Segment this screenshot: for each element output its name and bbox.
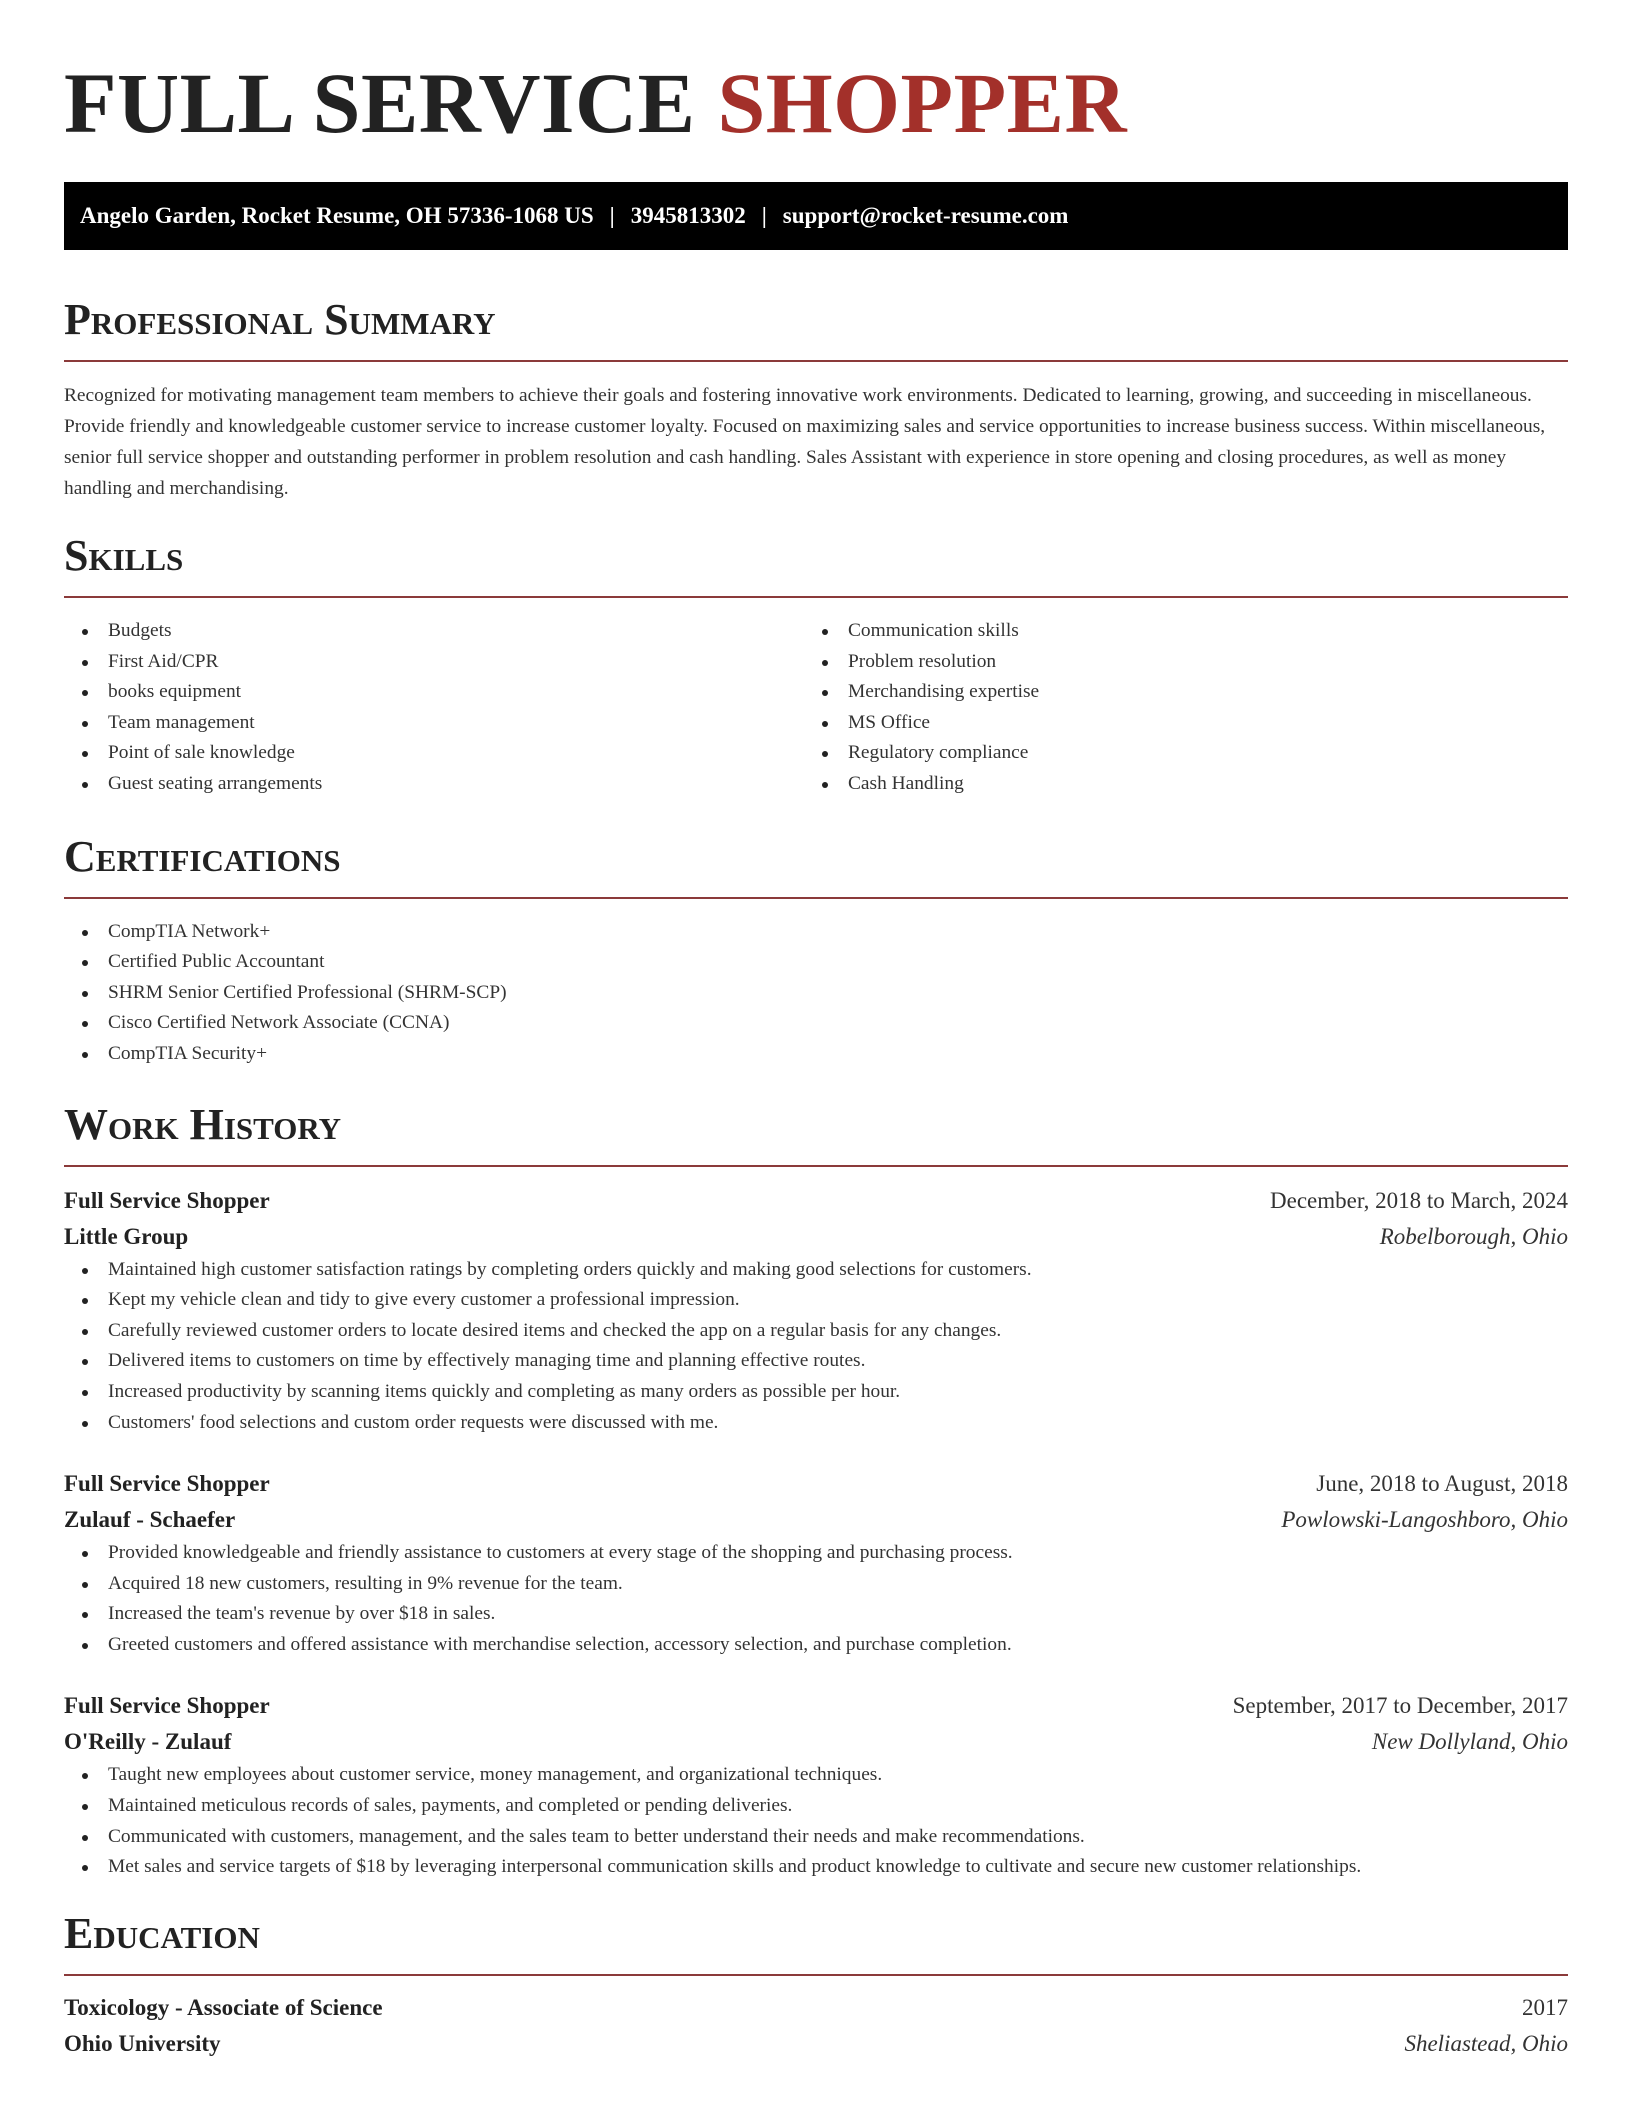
- title-accent: SHOPPER: [717, 55, 1128, 151]
- job-subheader: [64, 1502, 1568, 1538]
- contact-phone: 3945813302: [630, 203, 746, 228]
- job-title: Full Service Shopper: [64, 1187, 270, 1213]
- job-bullet: Met sales and service targets of $18 by leveraging interpersonal communication skills and product knowledge to cultivate and secure new customer relationships.: [64, 1852, 1568, 1883]
- job-entry: [64, 1183, 1568, 1439]
- skills-section: [64, 531, 1568, 800]
- job-title: Full Service Shopper: [64, 1471, 270, 1497]
- job-bullet: Kept my vehicle clean and tidy to give every customer a professional impression.: [64, 1285, 1568, 1316]
- job-bullet: Maintained high customer satisfaction ratings by completing orders quickly and making good selections for customers.: [64, 1255, 1568, 1286]
- skill-item: Communication skills: [804, 616, 1544, 647]
- job-location: New Dollyland, Ohio: [1371, 1729, 1568, 1755]
- section-title-education: Education: [64, 1908, 260, 1958]
- job-entry: [64, 1466, 1568, 1660]
- job-bullet: Customers' food selections and custom order requests were discussed with me.: [64, 1408, 1568, 1439]
- work-history-section: [64, 1100, 1568, 1883]
- education-year: 2017: [1522, 1994, 1568, 2020]
- section-divider: [64, 596, 1568, 598]
- education-header: [64, 1990, 1568, 2026]
- job-dates: September, 2017 to December, 2017: [1232, 1693, 1568, 1719]
- certifications-section: [64, 832, 1568, 1070]
- job-bullet: Maintained meticulous records of sales, payments, and completed or pending deliveries.: [64, 1791, 1568, 1822]
- contact-address: Angelo Garden, Rocket Resume, OH 57336-1068 US: [80, 203, 594, 228]
- certification-item: CompTIA Security+: [64, 1039, 1568, 1070]
- summary-text: Recognized for motivating management team members to achieve their goals and fostering innovative work environments. Dedicated to learning, growing, and succeeding in miscellaneous. Provide friendly and knowledgeable customer service to increase customer loyalty. Focused on maximizing sales and service opportunities to increase business success. Within miscellaneous, senior full service shopper and outstanding performer in problem resolution and cash handling. Sales Assistant with experience in store opening and closing procedures, as well as money handling and merchandising.: [64, 385, 1546, 499]
- title-main: FULL SERVICE: [64, 55, 696, 151]
- job-bullets: [64, 1538, 1568, 1660]
- job-location: Powlowski-Langoshboro, Ohio: [1281, 1507, 1568, 1533]
- skills-list-left: [64, 616, 804, 800]
- skill-item: Regulatory compliance: [804, 738, 1544, 769]
- certifications-list: [64, 917, 1568, 1070]
- job-dates: June, 2018 to August, 2018: [1316, 1471, 1568, 1497]
- section-divider: [64, 360, 1568, 362]
- education-school: Ohio University: [64, 2030, 221, 2056]
- certification-item: SHRM Senior Certified Professional (SHRM-SCP): [64, 978, 1568, 1009]
- section-title-work-history: Work History: [64, 1099, 342, 1149]
- education-degree: Toxicology - Associate of Science: [64, 1994, 383, 2020]
- job-bullet: Increased the team's revenue by over $18 in sales.: [64, 1599, 1568, 1630]
- job-bullet: Carefully reviewed customer orders to locate desired items and checked the app on a regular basis for any changes.: [64, 1316, 1568, 1347]
- skills-grid: [64, 616, 1568, 800]
- education-entry: [64, 1990, 1568, 2062]
- job-bullet: Taught new employees about customer service, money management, and organizational techniques.: [64, 1760, 1568, 1791]
- section-title-skills: Skills: [64, 531, 184, 580]
- section-title-summary: Professional Summary: [64, 295, 496, 344]
- job-bullet: Provided knowledgeable and friendly assistance to customers at every stage of the shopping and purchasing process.: [64, 1538, 1568, 1569]
- skill-item: Cash Handling: [804, 769, 1544, 800]
- skill-item: Guest seating arrangements: [64, 769, 804, 800]
- page-title: [64, 0, 1568, 150]
- skill-item: Team management: [64, 708, 804, 739]
- skill-item: First Aid/CPR: [64, 647, 804, 678]
- job-header: [64, 1688, 1568, 1724]
- summary-section: [64, 295, 1568, 504]
- skill-item: Merchandising expertise: [804, 677, 1544, 708]
- skill-item: Budgets: [64, 616, 804, 647]
- job-dates: December, 2018 to March, 2024: [1270, 1187, 1568, 1213]
- skill-item: Problem resolution: [804, 647, 1544, 678]
- certification-item: CompTIA Network+: [64, 917, 1568, 948]
- job-header: [64, 1466, 1568, 1502]
- section-divider: [64, 1165, 1568, 1167]
- skill-item: MS Office: [804, 708, 1544, 739]
- contact-separator: |: [761, 203, 767, 228]
- section-divider: [64, 1974, 1568, 1976]
- job-header: [64, 1183, 1568, 1219]
- job-bullets: [64, 1255, 1568, 1439]
- education-subheader: [64, 2026, 1568, 2062]
- education-location: Sheliastead, Ohio: [1404, 2030, 1568, 2056]
- job-bullet: Communicated with customers, management, and the sales team to better understand their needs and make recommendations.: [64, 1822, 1568, 1853]
- skill-item: Point of sale knowledge: [64, 738, 804, 769]
- job-subheader: [64, 1724, 1568, 1760]
- job-bullet: Increased productivity by scanning items quickly and completing as many orders as possible per hour.: [64, 1377, 1568, 1408]
- section-divider: [64, 897, 1568, 899]
- job-entry: [64, 1688, 1568, 1882]
- certification-item: Certified Public Accountant: [64, 947, 1568, 978]
- contact-bar: [64, 182, 1568, 250]
- job-bullet: Acquired 18 new customers, resulting in 9% revenue for the team.: [64, 1569, 1568, 1600]
- certification-item: Cisco Certified Network Associate (CCNA): [64, 1008, 1568, 1039]
- job-bullets: [64, 1760, 1568, 1882]
- job-title: Full Service Shopper: [64, 1693, 270, 1719]
- job-subheader: [64, 1219, 1568, 1255]
- job-company: Little Group: [64, 1223, 189, 1249]
- contact-email: support@rocket-resume.com: [782, 203, 1069, 228]
- section-title-certifications: Certifications: [64, 831, 341, 881]
- job-bullet: Delivered items to customers on time by effectively managing time and planning effective routes.: [64, 1346, 1568, 1377]
- contact-separator: |: [609, 203, 615, 228]
- job-company: Zulauf - Schaefer: [64, 1507, 236, 1533]
- education-section: [64, 1909, 1568, 2062]
- job-company: O'Reilly - Zulauf: [64, 1729, 232, 1755]
- skill-item: books equipment: [64, 677, 804, 708]
- skills-list-right: [804, 616, 1544, 800]
- job-bullet: Greeted customers and offered assistance with merchandise selection, accessory selection, and purchase completion.: [64, 1630, 1568, 1661]
- job-location: Robelborough, Ohio: [1379, 1223, 1568, 1249]
